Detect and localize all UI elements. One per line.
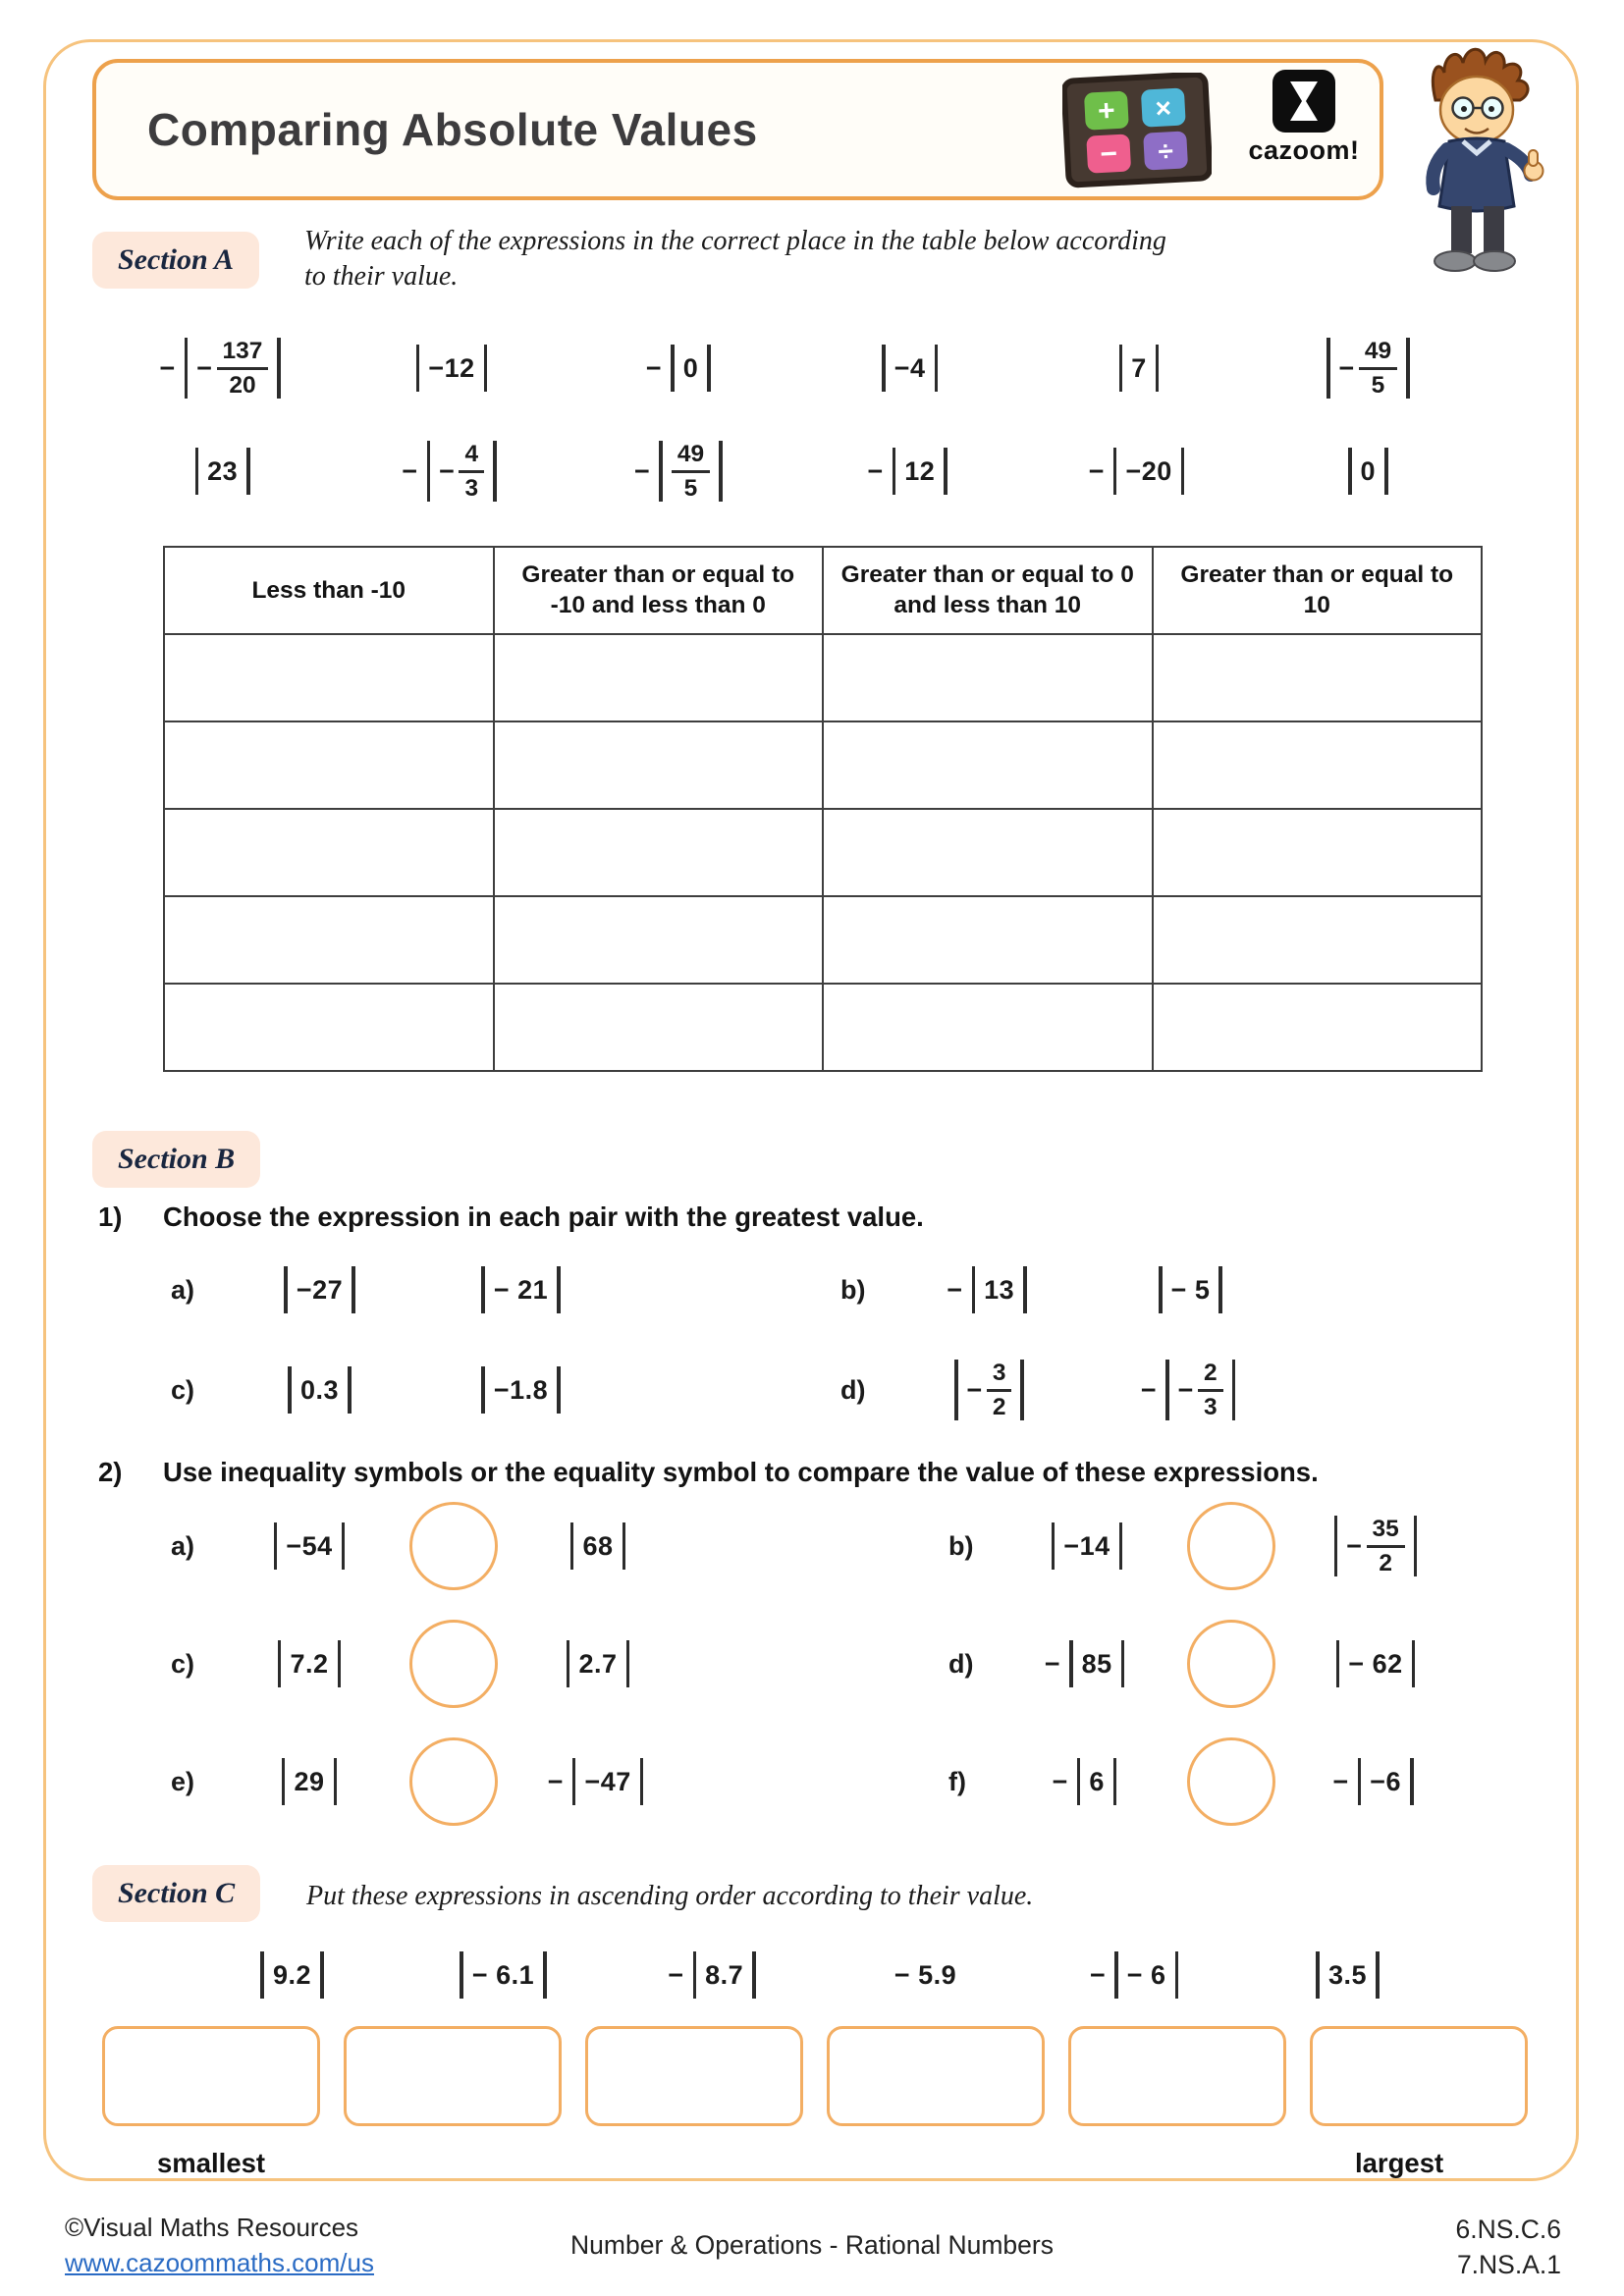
table-header-cell: Greater than or equal to 0 and less than 10 — [823, 547, 1153, 634]
answer-cell[interactable] — [1153, 634, 1483, 721]
expression: −12 — [409, 345, 494, 392]
expression: − −47 — [546, 1758, 651, 1805]
section-b-label: Section B — [92, 1131, 260, 1188]
svg-text:+: + — [1097, 94, 1116, 129]
svg-text:−: − — [1099, 137, 1118, 171]
section-c-expressions — [187, 1936, 1453, 2014]
q2-pair-f — [943, 1733, 1469, 1831]
expression: 23 — [189, 448, 257, 495]
expression: − 21 — [474, 1266, 567, 1313]
footer-standards — [1455, 2213, 1561, 2283]
expression: − 5.9 — [893, 1959, 957, 1990]
footer-topic-text: Number & Operations - Rational Numbers — [570, 2230, 1054, 2260]
table-header-row — [164, 547, 1482, 634]
table-header-cell: Less than -10 — [164, 547, 494, 634]
q1-pair-b — [835, 1247, 1291, 1333]
question-2-text: Use inequality symbols or the equality symbol to compare the value of these expressions. — [163, 1457, 1319, 1487]
expression: − − $\frac{2}{3}$ — [1139, 1360, 1242, 1420]
section-c-label: Section C — [92, 1865, 260, 1922]
expression: − −20 — [1087, 448, 1192, 495]
answer-cell[interactable] — [494, 896, 824, 984]
question-2-number: 2) — [98, 1457, 123, 1487]
answer-cell[interactable] — [1153, 896, 1483, 984]
pair-label: e) — [171, 1766, 195, 1796]
answer-cell[interactable] — [823, 634, 1153, 721]
website-link[interactable]: www.cazoommaths.com/us — [65, 2248, 374, 2277]
ordering-answer-box[interactable] — [1068, 2026, 1286, 2126]
question-1-number: 1) — [98, 1201, 123, 1232]
pair-label: c) — [171, 1648, 195, 1679]
answer-cell[interactable] — [1153, 721, 1483, 809]
pair-label: d) — [948, 1648, 974, 1679]
expression: 68 — [564, 1522, 632, 1570]
pair-label: a) — [171, 1274, 195, 1305]
expression: 0.3 — [281, 1366, 357, 1414]
svg-text:÷: ÷ — [1157, 135, 1174, 167]
answer-cell[interactable] — [823, 896, 1153, 984]
cazoom-logo-text: cazoom! — [1248, 135, 1360, 165]
standard-code: 6.NS.C.6 — [1455, 2215, 1561, 2244]
pair-label: d) — [840, 1374, 866, 1405]
expression: −4 — [875, 345, 945, 392]
answer-cell[interactable] — [494, 634, 824, 721]
expression: − − $\frac{137}{20}$ — [157, 338, 287, 399]
ordering-answer-box[interactable] — [827, 2026, 1045, 2126]
q1-pair-d — [835, 1343, 1291, 1437]
expression: −14 — [1045, 1522, 1129, 1570]
comparison-answer-circle[interactable] — [409, 1620, 498, 1708]
expression: 0 — [1341, 448, 1395, 495]
question-1-text: Choose the expression in each pair with the greatest value. — [163, 1201, 924, 1232]
expression: 2.7 — [560, 1640, 636, 1687]
answer-cell[interactable] — [823, 721, 1153, 809]
ordering-answer-box[interactable] — [1310, 2026, 1528, 2126]
expression: 3.5 — [1309, 1951, 1385, 1999]
comparison-answer-circle[interactable] — [1187, 1620, 1275, 1708]
answer-cell[interactable] — [164, 721, 494, 809]
pair-label: b) — [948, 1530, 974, 1561]
answer-cell[interactable] — [1153, 809, 1483, 896]
cazoom-logo-icon — [1272, 69, 1336, 133]
ordering-answer-boxes — [102, 2026, 1528, 2126]
expression: − 5 — [1152, 1266, 1229, 1313]
page-title: Comparing Absolute Values — [147, 104, 758, 155]
expression: − $\frac{3}{2}$ — [947, 1360, 1031, 1420]
answer-cell[interactable] — [823, 984, 1153, 1071]
mascot-boy-illustration — [1386, 37, 1563, 294]
math-board-icon — [1062, 73, 1212, 188]
comparison-answer-circle[interactable] — [1187, 1737, 1275, 1826]
q1-pair-c — [165, 1343, 622, 1437]
pair-label: f) — [948, 1766, 966, 1796]
expression: − − $\frac{4}{3}$ — [400, 441, 503, 502]
expression: 7 — [1112, 345, 1166, 392]
q2-pair-e — [165, 1733, 691, 1831]
largest-label: largest — [1355, 2148, 1444, 2178]
answer-cell[interactable] — [164, 634, 494, 721]
expression: − 0 — [644, 345, 718, 392]
expression: −27 — [277, 1266, 361, 1313]
table-row — [164, 721, 1482, 809]
expression: 9.2 — [253, 1951, 330, 1999]
expression: − −6 — [1330, 1758, 1420, 1805]
table-row — [164, 634, 1482, 721]
expressions-row-1 — [108, 324, 1483, 412]
answer-cell[interactable] — [164, 896, 494, 984]
answer-cell[interactable] — [494, 809, 824, 896]
comparison-answer-circle[interactable] — [409, 1502, 498, 1590]
expression: −54 — [267, 1522, 352, 1570]
table-header-cell: Greater than or equal to 10 — [1153, 547, 1483, 634]
ordering-answer-box[interactable] — [585, 2026, 803, 2126]
table-row — [164, 896, 1482, 984]
q2-pair-b — [943, 1497, 1469, 1595]
table-row — [164, 984, 1482, 1071]
expression: − $\frac{49}{5}$ — [632, 441, 730, 502]
classification-table — [163, 546, 1483, 1072]
q1-pair-a — [165, 1247, 622, 1333]
table-row — [164, 809, 1482, 896]
answer-cell[interactable] — [823, 809, 1153, 896]
expression: − 8.7 — [666, 1951, 762, 1999]
expression: − 62 — [1329, 1640, 1422, 1687]
q2-pair-c — [165, 1615, 691, 1713]
section-a-instruction: Write each of the expressions in the correct place in the table below according to their value. — [304, 226, 1166, 293]
smallest-label: smallest — [157, 2148, 266, 2178]
answer-cell[interactable] — [164, 984, 494, 1071]
section-c-instruction: Put these expressions in ascending order according to their value. — [306, 1881, 1034, 1911]
table-header-cell: Greater than or equal to -10 and less than 0 — [494, 547, 824, 634]
expression: − $\frac{49}{5}$ — [1320, 338, 1417, 399]
expression: − − 6 — [1088, 1951, 1185, 1999]
expression: − $\frac{35}{2}$ — [1327, 1516, 1425, 1576]
answer-cell[interactable] — [494, 984, 824, 1071]
answer-cell[interactable] — [494, 721, 824, 809]
expression: 29 — [275, 1758, 344, 1805]
comparison-answer-circle[interactable] — [1187, 1502, 1275, 1590]
pair-label: c) — [171, 1374, 195, 1405]
expression: 7.2 — [271, 1640, 348, 1687]
expression: − 6 — [1051, 1758, 1124, 1805]
expression: − 13 — [945, 1266, 1033, 1313]
expression: − 12 — [865, 448, 953, 495]
copyright-text: ©Visual Maths Resources — [65, 2213, 359, 2242]
ordering-answer-box[interactable] — [102, 2026, 320, 2126]
section-a-label: Section A — [92, 232, 259, 289]
q2-pair-a — [165, 1497, 691, 1595]
comparison-answer-circle[interactable] — [409, 1737, 498, 1826]
standard-code: 7.NS.A.1 — [1456, 2249, 1561, 2279]
expression: −1.8 — [474, 1366, 567, 1414]
expressions-row-2 — [108, 428, 1483, 514]
pair-label: a) — [171, 1530, 195, 1561]
ordering-answer-box[interactable] — [344, 2026, 562, 2126]
svg-text:×: × — [1154, 92, 1172, 124]
answer-cell[interactable] — [1153, 984, 1483, 1071]
expression: − 6.1 — [453, 1951, 553, 1999]
q2-pair-d — [943, 1615, 1469, 1713]
pair-label: b) — [840, 1274, 866, 1305]
expression: − 85 — [1043, 1640, 1131, 1687]
answer-cell[interactable] — [164, 809, 494, 896]
cazoom-logo — [1235, 69, 1373, 166]
